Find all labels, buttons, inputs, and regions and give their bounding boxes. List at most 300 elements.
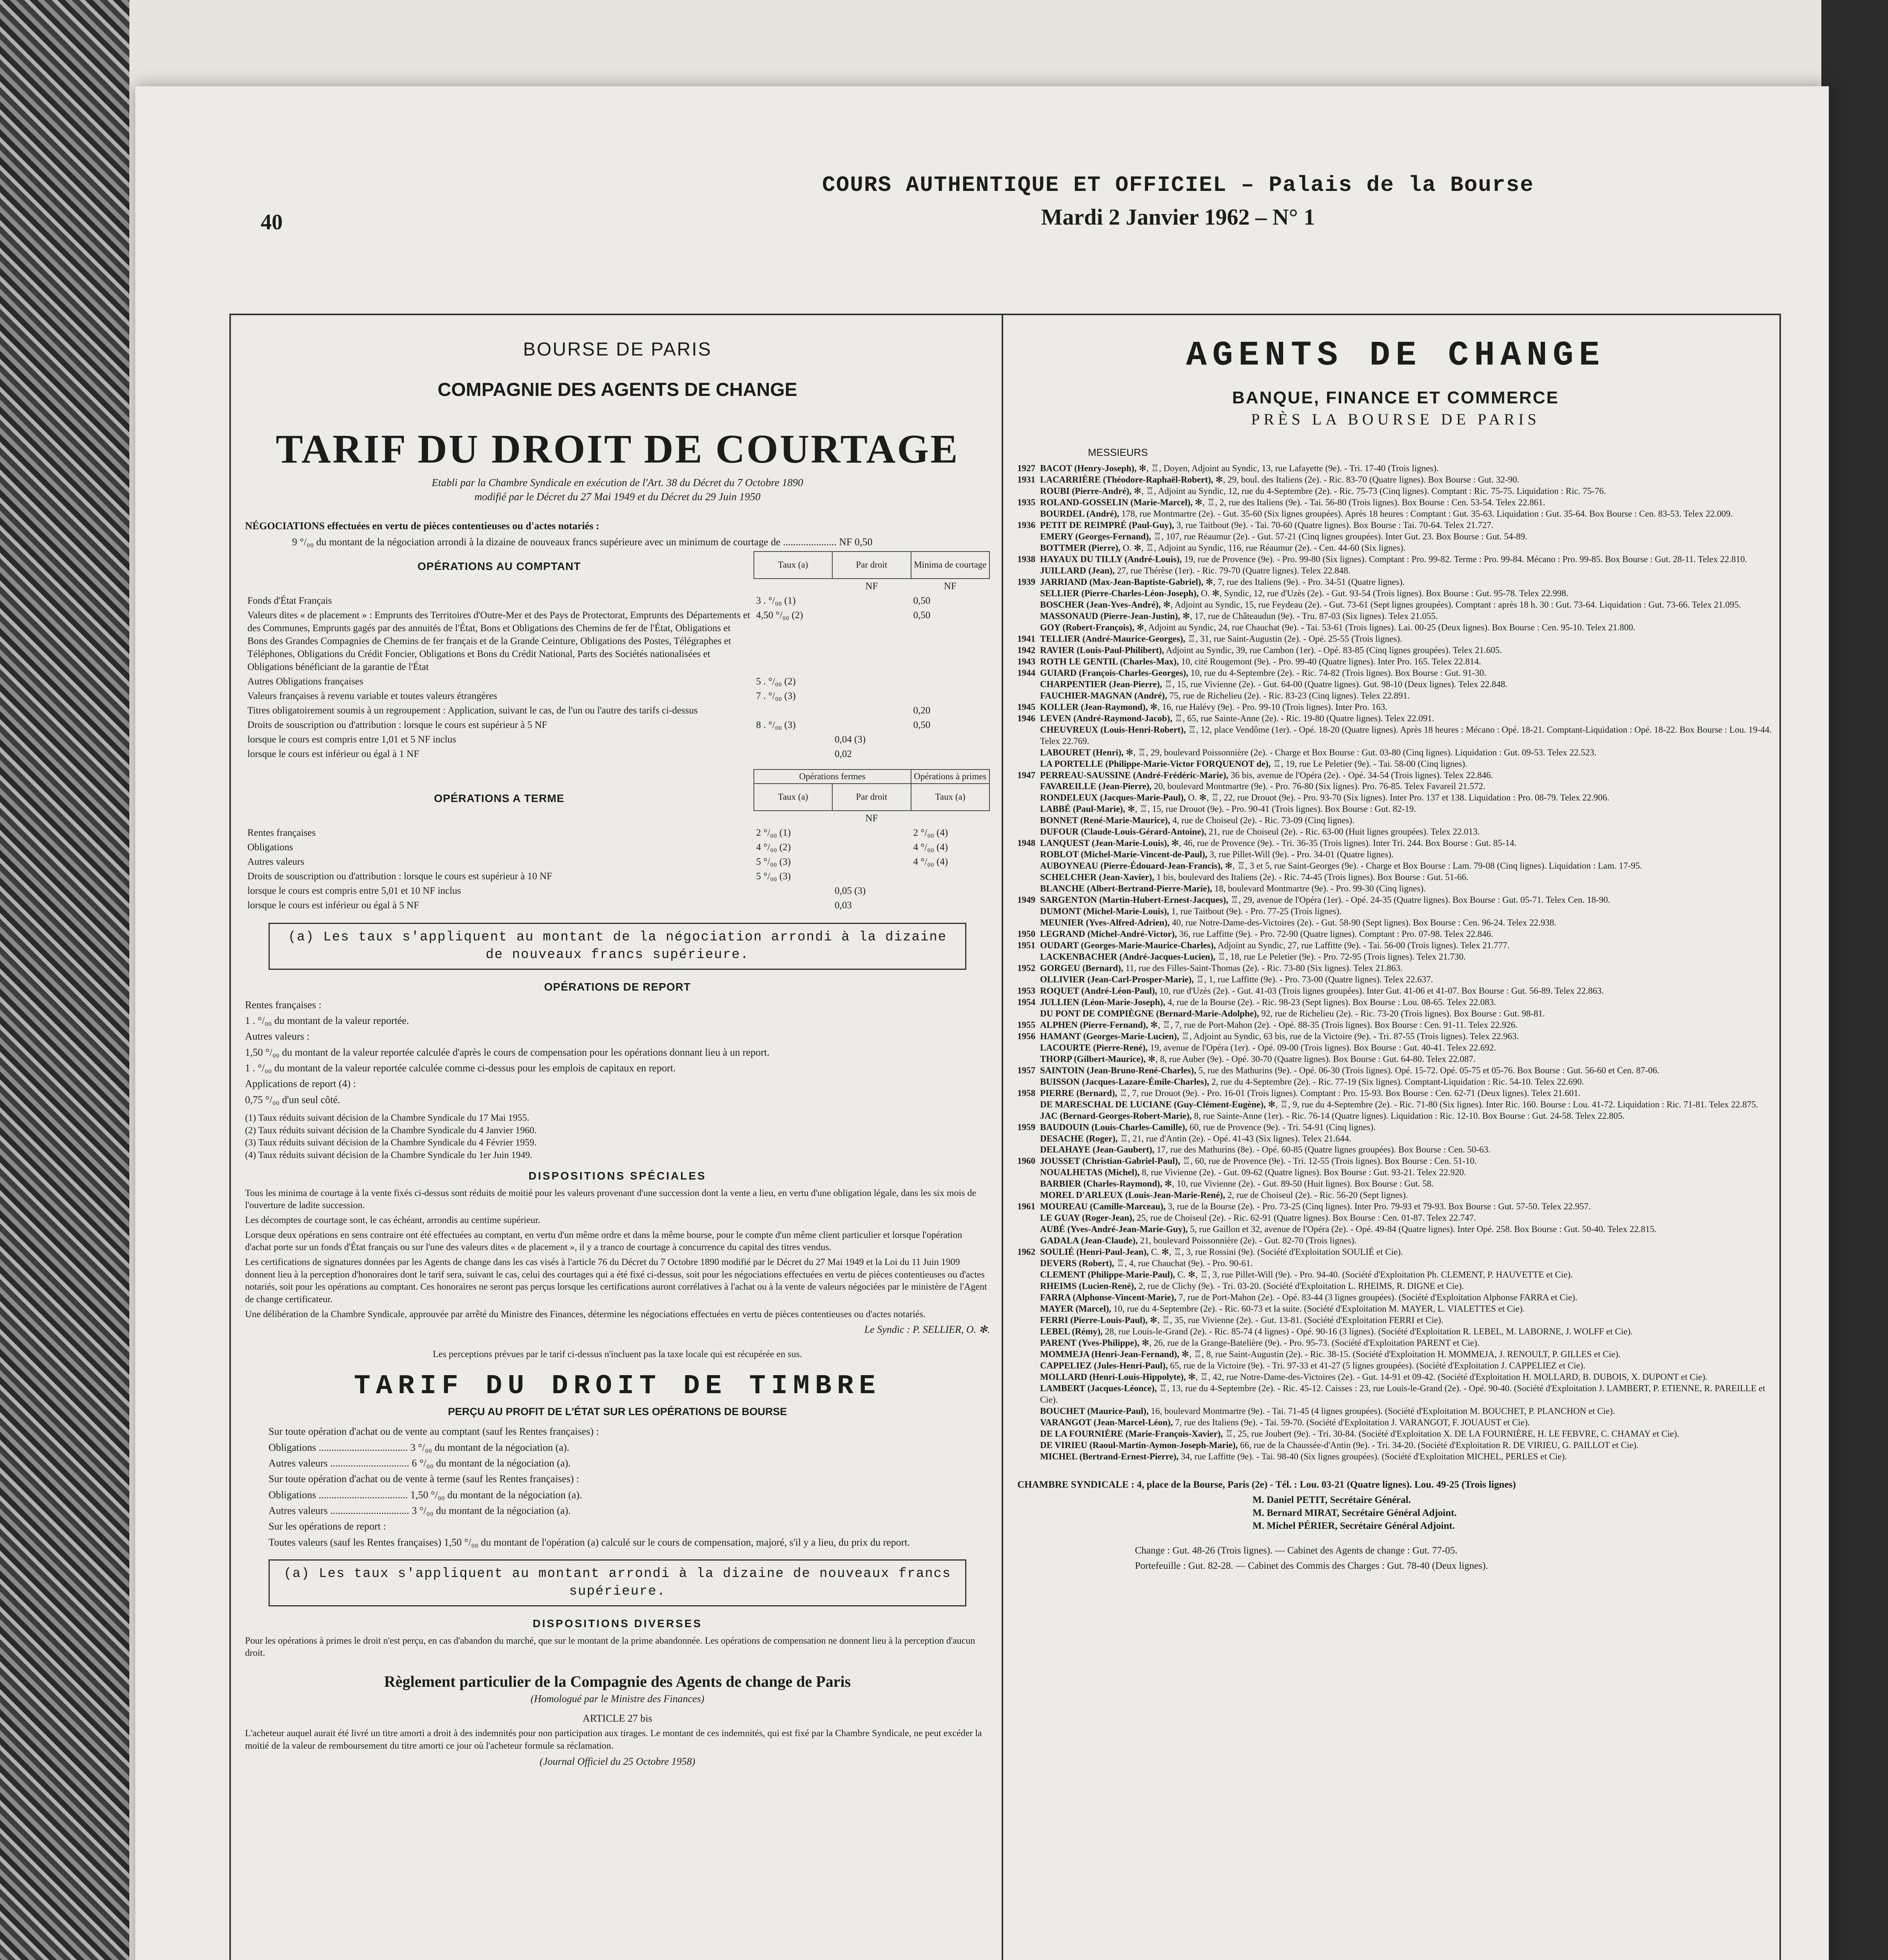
- agent-details: ✻, 7, rue des Italiens (9e). - Pro. 34-51 (Quatre lignes).: [1205, 577, 1405, 587]
- agent-name: LACKENBACHER (André-Jacques-Lucien),: [1040, 952, 1216, 962]
- agent-name: DUMONT (Michel-Marie-Louis),: [1040, 906, 1169, 916]
- agent-entry: [1017, 577, 1774, 588]
- agent-details: 2, rue de Choiseul (2e). - Ric. 56-20 (Sept lignes).: [1227, 1190, 1408, 1200]
- row-primes: 2 °/₀₀ (4): [913, 828, 948, 838]
- agent-year: [1017, 1111, 1040, 1122]
- portefeuille-line: Portefeuille : Gut. 82-28. — Cabinet des Commis des Charges : Gut. 78-40 (Deux lignes).: [1135, 1560, 1488, 1571]
- agent-body: [1040, 804, 1774, 815]
- bourse-heading: BOURSE DE PARIS: [523, 339, 712, 360]
- agent-name: FARRA (Alphonse-Vincent-Marie),: [1040, 1292, 1176, 1303]
- agent-name: DEVERS (Robert),: [1040, 1258, 1115, 1269]
- agent-year: [1017, 1258, 1040, 1269]
- agent-name: ROBLOT (Michel-Marie-Vincent-de-Paul),: [1040, 849, 1207, 860]
- agent-year: [1017, 1269, 1040, 1281]
- row-label: lorsque le cours est inférieur ou égal à 5 NF: [247, 900, 419, 911]
- timbre-line: Sur toute opération d'achat ou de vente à terme (sauf les Rentes françaises) :: [269, 1473, 579, 1485]
- agents-title: AGENTS DE CHANGE: [1186, 336, 1605, 375]
- agent-year: [1017, 622, 1040, 633]
- agent-details: ♖, 31, rue Saint-Augustin (2e). - Opé. 25-55 (Trois lignes).: [1187, 633, 1402, 644]
- agent-details: ✻, 10, rue Vivienne (2e). - Gut. 89-50 (Huit lignes). Box Bourse : Gut. 58.: [1164, 1179, 1434, 1189]
- agent-entry: [1017, 1122, 1774, 1133]
- agent-entry: [1017, 486, 1774, 497]
- agent-details: Adjoint au Syndic, 27, rue Laffitte (9e). - Tai. 56-00 (Trois lignes). Telex 21.777.: [1217, 940, 1510, 951]
- agent-name: JUILLARD (Jean),: [1040, 566, 1115, 576]
- row-par-droit: 0,02: [835, 748, 852, 759]
- speciales-text: [245, 1187, 990, 1321]
- agent-body: [1040, 668, 1774, 679]
- agent-year: 1947: [1017, 770, 1035, 780]
- agent-details: ✻, 46, rue de Provence (9e). - Tri. 36-35 (Trois lignes). Inter Tri. 244. Box Bourse : Gut. 85-14.: [1171, 838, 1517, 848]
- agent-details: O. ✻, Syndic, 12, rue d'Uzès (2e). - Gut. 93-54 (Trois lignes). Box Bourse : Gut. 95-78. Telex 22.998.: [1201, 588, 1568, 598]
- speciales-paragraph: Les certifications de signatures données par les Agents de change dans les cas visés à l'article 76 du Décret du 7 Octobre 1890 modifié par le Décret du 27 Mai 1949 et la Loi du 11 Juin 1909 donnent lieu à la perception d'honoraires dont le tarif sera, suivant le cas, celui des courtages qui a été fixé ci-dessus, soit pour les négociations effectuées en vertu de pièces contentieuses ou d'actes notariés, soit pour les opérations au comptant. Ces honoraires ne seront pas perçus lorsque les certifications auront corrélatives à l'achat ou à la vente de valeurs négociées par le ministère de l'Agent de change certificateur.: [245, 1257, 987, 1305]
- agent-year: 1954: [1017, 997, 1035, 1007]
- agent-entry: [1017, 474, 1774, 486]
- agent-year: [1017, 1383, 1040, 1406]
- agent-entry: [1017, 883, 1774, 895]
- agent-details: 21, rue de Choiseul (2e). - Ric. 63-00 (Huit lignes groupées). Telex 22.013.: [1208, 827, 1480, 837]
- agent-details: Adjoint au Syndic, 39, rue Cambon (1er). - Opé. 83-85 (Cinq lignes groupées). Telex 21.605.: [1165, 645, 1502, 655]
- agent-entry: [1017, 588, 1774, 599]
- agent-body: [1040, 474, 1774, 486]
- agent-entry: [1017, 622, 1774, 633]
- row-label: Rentes françaises: [247, 828, 316, 838]
- agent-entry: [1017, 1111, 1774, 1122]
- agent-name: LAMBERT (Jacques-Léonce),: [1040, 1383, 1157, 1393]
- row-taux: [754, 884, 832, 898]
- table-row: [245, 898, 989, 913]
- agent-details: ✻, 16, rue Halévy (9e). - Pro. 99-10 (Trois lignes). Inter Pro. 163.: [1150, 702, 1387, 712]
- agent-details: ♖, Adjoint au Syndic, 63 bis, rue de la Victoire (9e). - Tri. 87-55 (Trois lignes). Telex 22.963.: [1181, 1031, 1519, 1041]
- tarif-subtitle-2: modifié par le Décret du 27 Mai 1949 et du Décret du 29 Juin 1950: [474, 490, 761, 503]
- agent-entry: [1017, 565, 1774, 577]
- row-par-droit: [832, 608, 911, 674]
- agent-entry: [1017, 531, 1774, 543]
- agent-body: [1040, 940, 1774, 951]
- agent-name: GOY (Robert-François),: [1040, 622, 1135, 632]
- agent-entry: [1017, 1156, 1774, 1167]
- agent-details: 10, rue du 4-Septembre (2e). - Ric. 60-73 et la suite. (Société d'Exploitation M. MAYER, L. VIALETTES et Cie).: [1113, 1304, 1525, 1314]
- agent-body: [1040, 1088, 1774, 1099]
- agent-details: ✻, Adjoint au Syndic, 24, rue Chauchat (9e). - Tai. 53-61 (Trois lignes). Lai. 00-25 (Deux lignes). Box Bourse : Cen. 95-10. Telex 21.800.: [1136, 622, 1636, 632]
- table-row: [245, 608, 989, 674]
- agent-year: 1955: [1017, 1020, 1035, 1030]
- agent-entry: [1017, 1269, 1774, 1281]
- agent-body: [1040, 543, 1774, 554]
- agent-details: ✻, Adjoint au Syndic, 15, rue Feydeau (2e). - Gut. 73-61 (Sept lignes groupées). Comptant : après 18 h. 30 : Gut. 73-64. Liquidation : Gut. 73-66. Telex 21.095.: [1163, 599, 1741, 610]
- agent-entry: [1017, 611, 1774, 622]
- agent-details: 7, rue des Italiens (9e). - Tai. 59-70. (Société d'Exploitation J. VARANGOT, F. JOUAUST et Cie).: [1175, 1417, 1530, 1427]
- journal-officiel: (Journal Officiel du 25 Octobre 1958): [539, 1755, 695, 1767]
- agent-body: [1040, 1190, 1774, 1201]
- negociations-text: 9 °/₀₀ du montant de la négociation arrondi à la dizaine de nouveaux francs supérieure avec un minimum de courtage de ..................... NF 0,50: [292, 536, 873, 548]
- agent-body: [1040, 1440, 1774, 1451]
- agent-year: [1017, 1008, 1040, 1020]
- agent-name: MICHEL (Bertrand-Ernest-Pierre),: [1040, 1451, 1179, 1461]
- agent-name: BOSCHER (Jean-Yves-André),: [1040, 599, 1161, 610]
- agent-year: [1017, 1281, 1040, 1292]
- agent-body: [1040, 747, 1774, 759]
- agent-body: [1040, 1076, 1774, 1088]
- agent-entry: [1017, 633, 1774, 645]
- agent-body: [1040, 1020, 1774, 1031]
- agent-body: [1040, 1258, 1774, 1269]
- agent-entry: [1017, 997, 1774, 1008]
- agent-details: 3, rue de la Bourse (2e). - Pro. 73-25 (Cinq lignes). Inter Pro. 79-93 et 79-93. Box Bourse : Gut. 57-50. Telex 22.957.: [1167, 1201, 1591, 1212]
- table-row: [245, 674, 989, 689]
- agent-entry: [1017, 940, 1774, 951]
- agent-details: ✻, ♖, 29, boulevard Poissonnière (2e). - Charge et Box Bourse : Gut. 03-80 (Cinq lignes). Liquidation : Gut. 09-53. Telex 22.523.: [1126, 747, 1597, 757]
- agent-entry: [1017, 1258, 1774, 1269]
- report-line: 1 . °/₀₀ du montant de la valeur reportée calculée comme ci-dessus pour les emplois de capitaux en report.: [245, 1062, 676, 1074]
- agent-name: PARENT (Yves-Philippe),: [1040, 1338, 1140, 1348]
- agent-entry: [1017, 656, 1774, 668]
- agent-details: 18, boulevard Montmartre (9e). - Pro. 99-30 (Cinq lignes).: [1214, 884, 1426, 894]
- agent-name: FAVAREILLE (Jean-Pierre),: [1040, 781, 1152, 791]
- agent-details: 27, rue Thérèse (1er). - Ric. 79-70 (Quatre lignes). Telex 22.848.: [1117, 566, 1351, 576]
- agent-year: 1946: [1017, 713, 1035, 723]
- agent-year: [1017, 1167, 1040, 1178]
- report-line: Autres valeurs :: [245, 1031, 310, 1042]
- agent-body: [1040, 690, 1774, 702]
- agent-details: 21, boulevard Poissonnière (2e). - Gut. 82-70 (Trois lignes).: [1140, 1236, 1357, 1246]
- footnote: (2) Taux réduits suivant décision de la Chambre Syndicale du 4 Janvier 1960.: [245, 1125, 537, 1136]
- agent-body: [1040, 1054, 1774, 1065]
- agent-entry: [1017, 1451, 1774, 1463]
- terme-table: [245, 769, 990, 913]
- agent-name: LA PORTELLE (Philippe-Marie-Victor FORQUENOT de),: [1040, 759, 1271, 769]
- chambre-line: CHAMBRE SYNDICALE : 4, place de la Bourse, Paris (2e) - Tél. : Lou. 03-21 (Quatre lignes). Lou. 49-25 (Trois lignes): [1017, 1479, 1516, 1490]
- agent-year: [1017, 611, 1040, 622]
- agent-body: [1040, 724, 1774, 747]
- agent-details: 8, rue Vivienne (2e). - Gut. 09-62 (Quatre lignes). Box Bourse : Gut. 93-21. Telex 22.920.: [1142, 1167, 1466, 1178]
- reglement-title: Règlement particulier de la Compagnie des Agents de change de Paris: [384, 1672, 851, 1690]
- agent-year: [1017, 792, 1040, 804]
- agent-year: [1017, 906, 1040, 917]
- row-label: Autres Obligations françaises: [247, 676, 363, 687]
- comptant-title: OPÉRATIONS AU COMPTANT: [418, 560, 581, 572]
- change-line: Change : Gut. 48-26 (Trois lignes). — Cabinet des Agents de change : Gut. 77-05.: [1135, 1545, 1458, 1556]
- agent-name: JOUSSET (Christian-Gabriel-Paul),: [1040, 1156, 1180, 1166]
- agent-year: [1017, 1428, 1040, 1440]
- agent-details: O. ✻, ♖, 22, rue Drouot (9e). - Pro. 93-70 (Six lignes). Inter Pro. 137 et 138. Liquidation : Pro. 08-79. Telex 22.906.: [1188, 793, 1610, 803]
- report-line: 1,50 °/₀₀ du montant de la valeur reportée calculée d'après le cours de compensation pour les opérations donnant lieu à un report.: [245, 1046, 770, 1058]
- agent-body: [1040, 645, 1774, 656]
- agent-details: 2, rue du 4-Septembre (2e). - Ric. 77-19 (Six lignes). Comptant-Liquidation : Ric. 54-10. Telex 22.690.: [1211, 1076, 1584, 1087]
- agent-body: [1040, 1224, 1774, 1235]
- agent-details: 17, rue des Mathurins (8e). - Opé. 60-85 (Quatre lignes groupées). Box Bourse : Cen. 50-63.: [1156, 1145, 1490, 1155]
- agent-year: [1017, 872, 1040, 883]
- agent-details: ♖, 107, rue Réaumur (2e). - Gut. 57-21 (Cinq lignes groupées). Inter Gut. 23. Box Bourse : Gut. 54-89.: [1153, 532, 1527, 542]
- diverses-text: Pour les opérations à primes le droit n'est perçu, en cas d'abandon du marché, que sur le montant de la prime abandonnée. Les opérations de compensation ne donnent lieu à la perception d'aucun droit.: [245, 1635, 975, 1659]
- agent-body: [1040, 974, 1774, 985]
- agent-body: [1040, 792, 1774, 804]
- agent-entry: [1017, 906, 1774, 917]
- agent-details: ✻, ♖, 42, rue Notre-Dame-des-Victoires (2e). - Gut. 14-91 et 09-42. (Société d'Exploitation H. MOLLARD, B. DUBOIS, X. DUPONT et Cie).: [1188, 1372, 1708, 1382]
- agent-details: ✻, ♖, Doyen, Adjoint au Syndic, 13, rue Lafayette (9e). - Tri. 17-40 (Trois lignes).: [1138, 463, 1439, 474]
- agent-year: [1017, 588, 1040, 599]
- timbre-line: Toutes valeurs (sauf les Rentes françaises) 1,50 °/₀₀ du montant de l'opération (a) calculé sur le cours de compensation, majoré, s'il y a lieu, du prix du report.: [269, 1536, 910, 1548]
- agent-entry: [1017, 815, 1774, 826]
- agent-entry: [1017, 1054, 1774, 1065]
- agent-details: 10, rue d'Uzès (2e). - Gut. 41-03 (Trois lignes groupées). Inter Gut. 41-06 et 41-07. Box Bourse : Gut. 56-89. Telex 22.863.: [1159, 985, 1604, 996]
- agent-name: TELLIER (André-Maurice-Georges),: [1040, 633, 1185, 644]
- agent-entry: [1017, 463, 1774, 474]
- agent-details: 10, rue du 4-Septembre (2e). - Ric. 74-82 (Trois lignes). Box Bourse : Gut. 91-30.: [1190, 668, 1487, 678]
- agent-entry: [1017, 702, 1774, 713]
- right-column: [1017, 325, 1774, 1575]
- agent-details: ♖, 7, rue Drouot (9e). - Pro. 16-01 (Trois lignes). Comptant : Pro. 15-93. Box Bourse : Cen. 62-71 (Deux lignes). Telex 21.601.: [1119, 1088, 1581, 1098]
- agent-year: [1017, 917, 1040, 929]
- report-lines: [245, 998, 990, 1107]
- agent-entry: [1017, 1338, 1774, 1349]
- agent-body: [1040, 1349, 1774, 1360]
- agent-details: 40, rue Notre-Dame-des-Victoires (2e). - Gut. 58-90 (Sept lignes). Box Bourse : Cen. 96-24. Telex 22.938.: [1172, 918, 1557, 928]
- agent-name: DE MARESCHAL DE LUCIANE (Guy-Clément-Eugène),: [1040, 1099, 1266, 1109]
- agent-entry: [1017, 724, 1774, 747]
- row-taux: 7 . °/₀₀ (3): [756, 690, 796, 701]
- agent-entry: [1017, 1247, 1774, 1258]
- report-line: Rentes françaises :: [245, 999, 321, 1011]
- agent-body: [1040, 1201, 1774, 1212]
- timbre-line: Obligations ................................... 3 °/₀₀ du montant de la négociation (a).: [269, 1441, 570, 1453]
- page-number: 40: [261, 210, 283, 234]
- agent-body: [1040, 1133, 1774, 1145]
- agent-year: [1017, 1326, 1040, 1338]
- agent-year: [1017, 1372, 1040, 1383]
- agent-year: [1017, 1133, 1040, 1145]
- agent-entry: [1017, 895, 1774, 906]
- agent-year: [1017, 1349, 1040, 1360]
- agent-body: [1040, 1383, 1774, 1406]
- agent-name: BOUCHET (Maurice-Paul),: [1040, 1406, 1149, 1416]
- timbre-line: Sur toute opération d'achat ou de vente au comptant (sauf les Rentes françaises) :: [269, 1426, 599, 1437]
- agent-details: 60, rue de Provence (9e). - Tri. 54-91 (Cinq lignes).: [1189, 1122, 1376, 1132]
- row-taux: 5 °/₀₀ (3): [756, 857, 791, 867]
- agent-year: 1938: [1017, 554, 1035, 564]
- secretary: M. Michel PÉRIER, Secrétaire Général Adjoint.: [1253, 1520, 1455, 1531]
- agent-entry: [1017, 1088, 1774, 1099]
- agent-name: DELAHAYE (Jean-Gaubert),: [1040, 1145, 1155, 1155]
- agent-entry: [1017, 1167, 1774, 1178]
- agent-year: [1017, 508, 1040, 520]
- agent-body: [1040, 1292, 1774, 1303]
- row-minima: [911, 732, 989, 747]
- footnote: (3) Taux réduits suivant décision de la Chambre Syndicale du 4 Février 1959.: [245, 1138, 537, 1148]
- footnote: (4) Taux réduits suivant décision de la Chambre Syndicale du 1er Juin 1949.: [245, 1150, 533, 1161]
- agent-name: LABBÉ (Paul-Marie),: [1040, 804, 1126, 814]
- binding-edge: [1821, 0, 1888, 1960]
- report-line: 0,75 °/₀₀ d'un seul côté.: [245, 1094, 340, 1105]
- column-divider: [1002, 314, 1003, 1960]
- agent-name: CAPPELIEZ (Jules-Henri-Paul),: [1040, 1360, 1168, 1370]
- agent-year: 1935: [1017, 497, 1035, 508]
- agent-body: [1040, 1212, 1774, 1224]
- agent-name: SELLIER (Pierre-Charles-Léon-Joseph),: [1040, 588, 1199, 598]
- tarif-subtitle-1: Etabli par la Chambre Syndicale en exécution de l'Art. 38 du Décret du 7 Octobre 1890: [432, 476, 803, 488]
- row-minima: 0,20: [913, 705, 931, 716]
- row-label: Fonds d'État Français: [247, 595, 332, 606]
- agent-year: 1944: [1017, 668, 1035, 678]
- agent-body: [1040, 554, 1774, 565]
- agent-details: ♖, 60, rue de Provence (9e). - Tri. 12-55 (Trois lignes). Box Bourse : Cen. 51-10.: [1182, 1156, 1477, 1166]
- table-row: [245, 855, 989, 869]
- agent-body: [1040, 520, 1774, 531]
- agent-year: [1017, 531, 1040, 543]
- table-row: [245, 732, 989, 747]
- agent-details: 1 bis, boulevard des Italiens (2e). - Ric. 74-45 (Trois lignes). Box Bourse : Gut. 51-66.: [1156, 872, 1469, 882]
- agent-year: [1017, 1144, 1040, 1156]
- row-taux: 2 °/₀₀ (1): [756, 828, 791, 838]
- agent-body: [1040, 463, 1774, 474]
- row-label: Obligations: [247, 842, 293, 853]
- agent-entry: [1017, 1076, 1774, 1088]
- row-label: Valeurs dites « de placement » : Emprunts des Territoires d'Outre-Mer et des Pays de Protectorat, Emprunts des Départements et des Communes, Emprunts gagés par des annuités de l'État, Bons et Obligations des Chemins de fer de l'État, Obligations et Bons des Grandes Compagnies de Chemins de fer français et de la Grande Ceinture, Obligations des Postes, Télégraphes et Téléphones, Obligations du Crédit Foncier, Obligations et Bons du Crédit National, Parts des Sociétés nationalisées et Obligations bénéficiant de la garantie de l'État: [247, 610, 750, 672]
- agent-body: [1040, 1303, 1774, 1315]
- agent-name: LACARRIÈRE (Théodore-Raphaël-Robert),: [1040, 475, 1213, 485]
- agent-entry: [1017, 668, 1774, 679]
- agent-body: [1040, 951, 1774, 963]
- table-row: [245, 703, 989, 718]
- speciales-title: DISPOSITIONS SPÉCIALES: [528, 1169, 706, 1182]
- agent-year: [1017, 599, 1040, 611]
- agent-body: [1040, 679, 1774, 690]
- timbre-title: TARIF DU DROIT DE TIMBRE: [354, 1371, 881, 1402]
- agent-year: [1017, 1451, 1040, 1463]
- agent-details: ♖, 29, avenue de l'Opéra (1er). - Opé. 24-35 (Quatre lignes). Box Bourse : Gut. 05-71. Telex Cen. 18-90.: [1230, 895, 1610, 905]
- agent-year: [1017, 781, 1040, 792]
- agent-year: [1017, 826, 1040, 838]
- table-row: [245, 826, 989, 840]
- agent-year: [1017, 1338, 1040, 1349]
- article-text: L'acheteur auquel aurait été livré un titre amorti a droit à des indemnités pour non participation aux tirages. Le montant de ces indemnités, qui est fixé par la Chambre Syndicale, ne peut excéder la moitié de la valeur de remboursement du titre amorti ce jour où l'acheteur formule sa réclamation.: [245, 1728, 982, 1751]
- row-primes: [911, 869, 989, 884]
- agent-name: VARANGOT (Jean-Marcel-Léon),: [1040, 1417, 1173, 1427]
- agent-details: O. ✻, ♖, Adjoint au Syndic, 116, rue Réaumur (2e). - Cen. 44-60 (Six lignes).: [1123, 543, 1406, 553]
- agent-entry: [1017, 1235, 1774, 1247]
- agent-year: 1959: [1017, 1122, 1035, 1132]
- agent-name: LANQUEST (Jean-Marie-Louis),: [1040, 838, 1169, 848]
- agent-year: [1017, 679, 1040, 690]
- agent-details: 75, rue de Richelieu (2e). - Ric. 83-23 (Cinq lignes). Telex 22.891.: [1169, 690, 1410, 701]
- row-label: Autres valeurs: [247, 857, 305, 867]
- speciales-paragraph: Les décomptes de courtage sont, le cas échéant, arrondis au centime supérieur.: [245, 1215, 541, 1225]
- agent-body: [1040, 1338, 1774, 1349]
- agent-entry: [1017, 543, 1774, 554]
- agent-name: MOMMEJA (Henri-Jean-Fernand),: [1040, 1349, 1180, 1359]
- agent-body: [1040, 1144, 1774, 1156]
- agent-year: 1943: [1017, 656, 1035, 666]
- row-par-droit: [832, 869, 911, 884]
- agent-name: ROLAND-GOSSELIN (Marie-Marcel),: [1040, 497, 1193, 508]
- row-par-droit: 0,05 (3): [835, 886, 866, 897]
- row-label: Titres obligatoirement soumis à un regroupement : Application, suivant le cas, de l'un ou l'autre des tarifs ci-dessus: [247, 705, 698, 716]
- timbre-line: Autres valeurs ............................... 3 °/₀₀ du montant de la négociation (a).: [269, 1504, 571, 1516]
- agent-details: 4, rue de la Bourse (2e). - Ric. 98-23 (Sept lignes). Box Bourse : Lou. 08-65. Telex 22.083.: [1167, 997, 1496, 1007]
- row-label: lorsque le cours est inférieur ou égal à 1 NF: [247, 748, 419, 759]
- agent-year: [1017, 1235, 1040, 1247]
- row-label: Valeurs françaises à revenu variable et toutes valeurs étrangères: [247, 690, 497, 701]
- agent-entry: [1017, 1315, 1774, 1326]
- agent-body: [1040, 906, 1774, 917]
- agent-details: 19, avenue de l'Opéra (1er). - Opé. 09-00 (Trois lignes). Box Bourse : Gut. 40-41. Telex 22.692.: [1150, 1042, 1496, 1053]
- agent-name: AUBÉ (Yves-André-Jean-Marie-Guy),: [1040, 1224, 1188, 1234]
- agent-entry: [1017, 1031, 1774, 1042]
- timbre-line: Obligations ................................... 1,50 °/₀₀ du montant de la négociation (a).: [269, 1489, 582, 1501]
- nf-label: NF: [865, 813, 878, 824]
- row-par-droit: [832, 593, 911, 608]
- note-a-box: (a) Les taux s'appliquent au montant de la négociation arrondi à la dizaine de nouveaux francs supérieure.: [269, 923, 966, 970]
- timbre-lines: [245, 1425, 990, 1549]
- agent-body: [1040, 656, 1774, 668]
- report-line: Applications de report (4) :: [245, 1078, 356, 1090]
- agent-name: LEGRAND (Michel-André-Victor),: [1040, 929, 1177, 939]
- nf-label: NF: [865, 581, 878, 592]
- agent-year: 1951: [1017, 940, 1035, 951]
- agent-entry: [1017, 1281, 1774, 1292]
- agent-name: FAUCHIER-MAGNAN (André),: [1040, 690, 1167, 701]
- agent-body: [1040, 1008, 1774, 1020]
- agent-name: MAYER (Marcel),: [1040, 1304, 1111, 1314]
- agent-details: 3, rue Pillet-Will (9e). - Pro. 34-01 (Quatre lignes).: [1209, 849, 1394, 860]
- row-taux: 4,50 °/₀₀ (2): [756, 610, 803, 621]
- agent-year: 1957: [1017, 1065, 1035, 1075]
- agent-details: ✻, ♖, Adjoint au Syndic, 12, rue du 4-Septembre (2e). - Ric. 75-73 (Cinq lignes). Comptant : Ric. 75-75. Liquidation : Ric. 75-76.: [1134, 486, 1606, 496]
- agent-name: CHEUVREUX (Louis-Henri-Robert),: [1040, 724, 1186, 735]
- agent-body: [1040, 486, 1774, 497]
- row-primes: 4 °/₀₀ (4): [913, 842, 948, 853]
- agent-body: [1040, 1406, 1774, 1417]
- agent-body: [1040, 1042, 1774, 1054]
- compagnie-heading: COMPAGNIE DES AGENTS DE CHANGE: [438, 379, 797, 401]
- article-heading: ARTICLE 27 bis: [583, 1713, 652, 1724]
- agent-entry: [1017, 497, 1774, 508]
- agent-year: [1017, 804, 1040, 815]
- agent-entry: [1017, 872, 1774, 883]
- agent-year: [1017, 486, 1040, 497]
- row-minima: 0,50: [913, 719, 931, 730]
- agent-name: BAUDOUIN (Louis-Charles-Camille),: [1040, 1122, 1187, 1132]
- agent-entry: [1017, 645, 1774, 656]
- agent-details: 5, rue des Mathurins (9e). - Opé. 06-30 (Trois lignes). Opé. 15-72. Opé. 05-75 et 05-76. Box Bourse : Gut. 56-60 et Cen. 87-06.: [1198, 1065, 1659, 1075]
- agent-entry: [1017, 713, 1774, 724]
- row-label: Droits de souscription ou d'attribution : lorsque le cours est supérieur à 10 NF: [247, 871, 552, 882]
- agent-year: [1017, 724, 1040, 747]
- agent-details: 36 bis, avenue de l'Opéra (2e). - Opé. 34-54 (Trois lignes). Telex 22.846.: [1231, 770, 1493, 780]
- agent-details: 4, rue de Choiseul (2e). - Ric. 73-09 (Cinq lignes).: [1172, 815, 1354, 826]
- agent-details: ♖, 21, rue d'Antin (2e). - Opé. 41-43 (Six lignes). Telex 21.644.: [1120, 1133, 1351, 1143]
- agent-body: [1040, 1326, 1774, 1338]
- agent-details: ✻, 8, rue Auber (9e). - Opé. 30-70 (Quatre lignes). Box Bourse : Gut. 64-80. Telex 22.087.: [1148, 1054, 1476, 1064]
- agent-year: 1956: [1017, 1031, 1035, 1041]
- agent-year: [1017, 759, 1040, 770]
- agent-year: 1953: [1017, 985, 1035, 996]
- agent-entry: [1017, 1372, 1774, 1383]
- agent-entry: [1017, 792, 1774, 804]
- agent-year: [1017, 690, 1040, 702]
- agent-year: 1948: [1017, 838, 1035, 848]
- agent-name: LEBEL (Rémy),: [1040, 1326, 1103, 1336]
- tarif-title: TARIF DU DROIT DE COURTAGE: [276, 426, 959, 472]
- table-row: [245, 840, 989, 855]
- row-taux: 3 . °/₀₀ (1): [756, 595, 796, 606]
- agent-body: [1040, 781, 1774, 792]
- agent-entry: [1017, 1303, 1774, 1315]
- agent-name: PETIT DE REIMPRÉ (Paul-Guy),: [1040, 520, 1175, 530]
- agent-name: MASSONAUD (Pierre-Jean-Justin),: [1040, 611, 1180, 621]
- agent-entry: [1017, 679, 1774, 690]
- agent-year: 1931: [1017, 475, 1035, 485]
- agent-entry: [1017, 1224, 1774, 1235]
